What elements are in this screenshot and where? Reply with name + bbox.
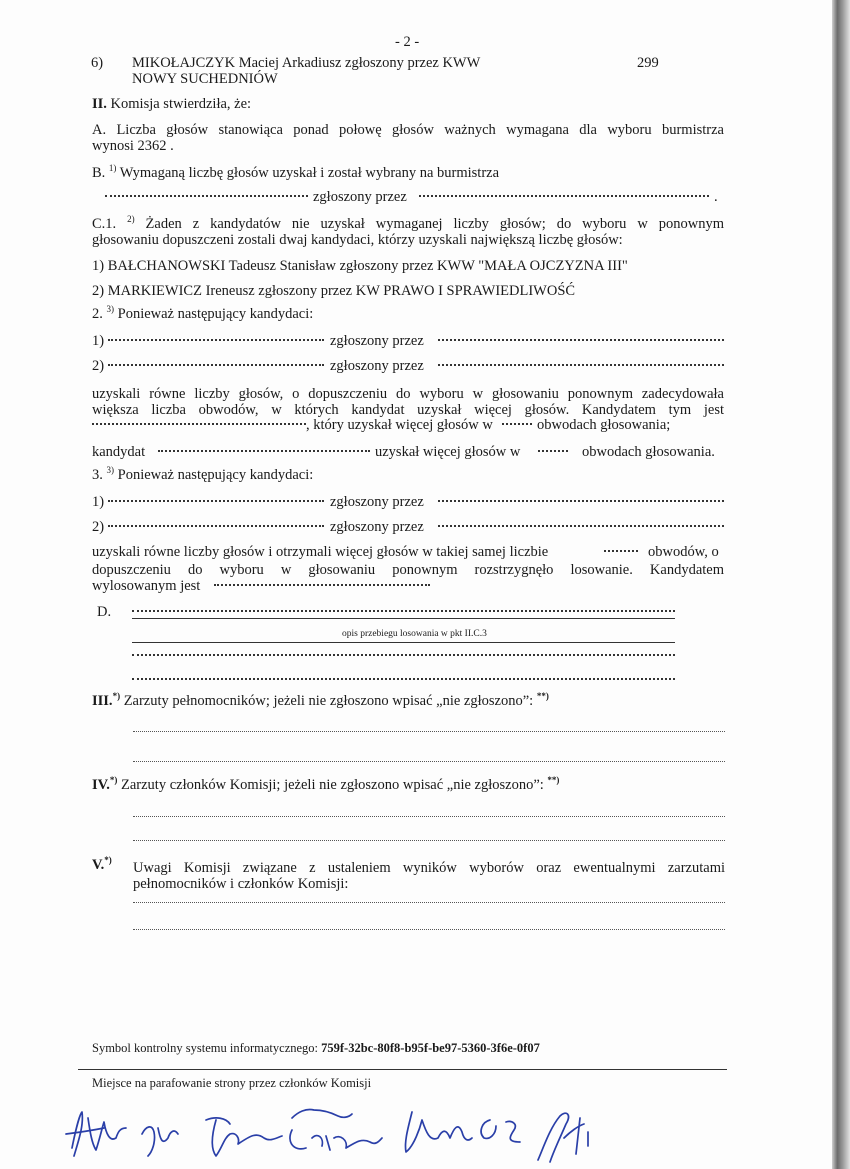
candidate-2-name-field[interactable] — [108, 358, 324, 366]
section-2-heading-text: Komisja stwierdziła, że: — [110, 96, 252, 112]
footer-rule — [78, 1069, 727, 1070]
candidate-name-line1: MIKOŁAJCZYK Maciej Arkadiusz zgłoszony przez KWW — [132, 55, 481, 71]
runoff-candidate-1: 1) BAŁCHANOWSKI Tadeusz Stanisław zgłoszony przez KWW "MAŁA OJCZYZNA III" — [92, 258, 628, 274]
districts-count-field[interactable] — [502, 417, 532, 425]
signature-1 — [66, 1112, 126, 1156]
objections-members-line1[interactable] — [133, 810, 725, 817]
drawing-description-line2[interactable] — [132, 648, 675, 656]
section-5-roman: V. — [92, 857, 105, 873]
section-2c1-text: Żaden z kandydatów nie uzyskał wymaganej liczby głosów; do wyboru w ponownym — [145, 216, 725, 232]
candidate-votes: 299 — [637, 55, 659, 71]
drawing-description-line3[interactable] — [132, 672, 675, 680]
row-1-number: 1) — [92, 494, 105, 510]
caption-rule — [132, 642, 675, 643]
section-3-heading — [92, 693, 549, 710]
section-2c2-intro — [92, 306, 313, 323]
section-4-text: Zarzuty członków Komisji; jeżeli nie zgłoszono wpisać „nie zgłoszono”: — [121, 777, 544, 793]
section-2c2-para-line3b: obwodach głosowania; — [537, 417, 671, 433]
section-2c3-para-line3: wylosowanym jest — [92, 578, 201, 594]
section-2a-line2: wynosi 2362 . — [92, 138, 174, 154]
footnote-ref: *) — [112, 691, 121, 701]
section-3-roman: III. — [92, 693, 113, 709]
signature-4 — [290, 1109, 382, 1150]
signature-6 — [481, 1120, 520, 1142]
drawing-description-caption: opis przebiegu losowania w pkt II.C.3 — [342, 629, 487, 639]
section-2c2-para-line1: uzyskali równe liczby głosów, o dopuszczeniu do wyboru w głosowaniu ponownym zadecydowała — [92, 386, 724, 402]
footnote-ref: **) — [536, 691, 549, 701]
candidate-name-line2: NOWY SUCHEDNIÓW — [132, 71, 278, 87]
equal-districts-field[interactable] — [604, 544, 638, 552]
footnote-ref: *) — [109, 775, 118, 785]
section-2b-prefix: B. — [92, 165, 106, 181]
control-symbol — [92, 1040, 540, 1056]
candidate-number: 6) — [91, 55, 104, 71]
section-2c2-para-line3a: , który uzyskał więcej głosów w — [306, 417, 493, 433]
signature-5 — [405, 1112, 472, 1152]
remarks-line1[interactable] — [133, 896, 725, 903]
initials-label: Miejsce na parafowanie strony przez członków Komisji — [92, 1076, 372, 1090]
section-5-marker — [92, 857, 112, 874]
section-2c2-para-line4c: obwodach głosowania. — [582, 444, 715, 460]
candidate-1-committee-field[interactable] — [438, 333, 724, 341]
objections-proxies-line1[interactable] — [133, 725, 725, 732]
footnote-ref: 3) — [106, 465, 114, 475]
section-5-line2: pełnomocników i członków Komisji: — [133, 876, 349, 892]
tie-candidate-2-name-field[interactable] — [108, 519, 324, 527]
footnote-ref: 3) — [106, 304, 114, 314]
proposed-by-label: zgłoszony przez — [330, 519, 424, 535]
candidate-2-committee-field[interactable] — [438, 358, 724, 366]
section-2c2-para-line4b: uzyskał więcej głosów w — [375, 444, 521, 460]
section-3-text: Zarzuty pełnomocników; jeżeli nie zgłoszono wpisać „nie zgłoszono”: — [123, 693, 534, 709]
section-2c2-prefix: 2. — [92, 306, 103, 322]
section-2c2-para-line2: większa liczba obwodów, w których kandydat uzyskał więcej głosów. Kandydatem tym jest — [92, 402, 724, 418]
section-4-roman: IV. — [92, 777, 110, 793]
elected-committee-field[interactable] — [419, 189, 709, 197]
section-2c2-para-line4a: kandydat — [92, 444, 146, 460]
page-number: - 2 - — [395, 34, 420, 50]
section-2-roman: II. — [92, 96, 107, 112]
objections-proxies-line2[interactable] — [133, 755, 725, 762]
proposed-by-label: zgłoszony przez — [330, 333, 424, 349]
section-2c3-intro-text: Ponieważ następujący kandydaci: — [117, 467, 314, 483]
other-candidate-field[interactable] — [158, 444, 370, 452]
section-2b-label: Wymaganą liczbę głosów uzyskał i został wybrany na burmistrza — [119, 165, 500, 181]
section-5-line1: Uwagi Komisji związane z ustaleniem wyników wyborów oraz ewentualnymi zarzutami — [133, 860, 725, 876]
section-2c2-intro-text: Ponieważ następujący kandydaci: — [117, 306, 314, 322]
proposed-by-label: zgłoszony przez — [330, 358, 424, 374]
section-4-heading — [92, 777, 559, 794]
scan-edge — [832, 0, 850, 1169]
section-2d-label: D. — [97, 604, 112, 620]
objections-members-line2[interactable] — [133, 834, 725, 841]
row-1-number: 1) — [92, 333, 105, 349]
section-2b-text — [92, 165, 499, 182]
other-districts-count-field[interactable] — [538, 444, 568, 452]
control-symbol-code: 759f-32bc-80f8-b95f-be97-5360-3f6e-0f07 — [321, 1041, 540, 1055]
row-2-number: 2) — [92, 519, 105, 535]
section-2c3-para-line2: dopuszczeniu do wyboru w głosowaniu ponownym rozstrzygnęło losowanie. Kandydatem — [92, 562, 724, 578]
section-2c3-prefix: 3. — [92, 467, 103, 483]
footnote-ref: **) — [547, 775, 560, 785]
candidate-1-name-field[interactable] — [108, 333, 324, 341]
footnote-ref: 2) — [127, 214, 135, 224]
caption-rule — [132, 618, 675, 619]
section-2-heading — [92, 96, 251, 112]
proposed-by-label: zgłoszony przez — [330, 494, 424, 510]
row-2-number: 2) — [92, 358, 105, 374]
runoff-candidate-2: 2) MARKIEWICZ Ireneusz zgłoszony przez KW PRAWO I SPRAWIEDLIWOŚĆ — [92, 283, 576, 299]
signature-2 — [142, 1127, 178, 1156]
signature-7 — [538, 1113, 588, 1162]
winner-name-field[interactable] — [92, 417, 306, 425]
elected-name-field[interactable] — [105, 189, 308, 197]
section-2c3-intro — [92, 467, 313, 484]
drawn-candidate-field[interactable] — [214, 578, 430, 586]
tie-candidate-1-committee-field[interactable] — [438, 494, 724, 502]
section-2c3-para-line1b: obwodów, o — [648, 544, 719, 560]
footnote-ref: *) — [104, 855, 112, 865]
footnote-ref: 1) — [108, 163, 117, 173]
section-2a-line1: A. Liczba głosów stanowiąca ponad połowę głosów ważnych wymagana dla wyboru burmistrza — [92, 122, 724, 138]
tie-candidate-2-committee-field[interactable] — [438, 519, 724, 527]
section-2c1-prefix: C.1. — [92, 216, 117, 232]
section-2c1-line2: głosowaniu dopuszczeni zostali dwaj kandydaci, którzy uzyskali największą liczbę głosów: — [92, 232, 623, 248]
section-2c1-line1 — [92, 216, 724, 233]
section-2c3-para-line1a: uzyskali równe liczby głosów i otrzymali więcej głosów w takiej samej liczbie — [92, 544, 549, 560]
section-2b-end: . — [714, 189, 718, 205]
remarks-line2[interactable] — [133, 923, 725, 930]
signature-3 — [206, 1118, 282, 1156]
drawing-description-line1[interactable] — [132, 604, 675, 612]
tie-candidate-1-name-field[interactable] — [108, 494, 324, 502]
control-symbol-label: Symbol kontrolny systemu informatycznego: — [92, 1041, 319, 1055]
proposed-by-label: zgłoszony przez — [313, 189, 407, 205]
committee-signatures — [60, 1098, 740, 1166]
